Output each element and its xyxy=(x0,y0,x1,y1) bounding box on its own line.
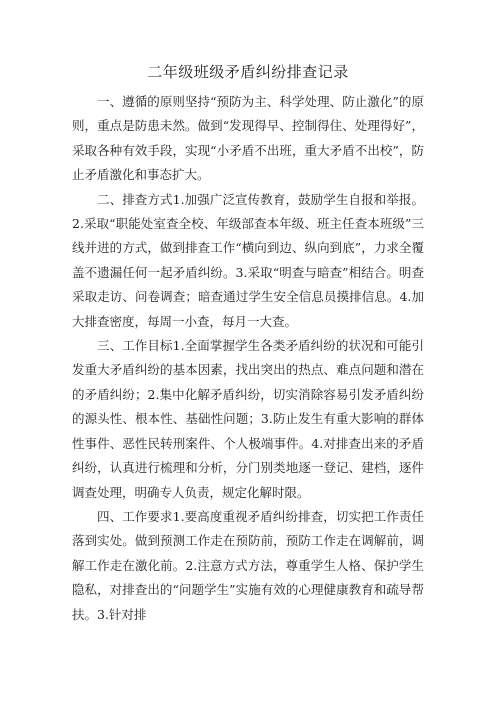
paragraph-requirements: 四、工作要求1.要高度重视矛盾纠纷排查，切实把工作责任落到实处。做到预测工作走在预防前，预防工作走在调解前，调解工作走在激化前。2.注意方式方法，尊重学生人格、保护学生隐私，对排查出的“问题学生”实施有效的心理健康教育和疏导帮扶。3.针对排 xyxy=(72,508,424,622)
paragraph-goals: 三、工作目标1.全面掌握学生各类矛盾纠纷的状况和可能引发重大矛盾纠纷的基本因素，找出突出的热点、难点问题和潜在的矛盾纠纷；2.集中化解矛盾纠纷，切实消除容易引发矛盾纠纷的源头性、根本性、基础性问题；3.防止发生有重大影响的群体性事件、恶性民转刑案件、个人极端事件。4.对排查出来的矛盾纠纷，认真进行梳理和分析，分门别类地逐一登记、建档，逐件调查处理，明确专人负责，规定化解时限。 xyxy=(72,338,424,500)
document-title: 二年级班级矛盾纠纷排查记录 xyxy=(147,63,349,81)
paragraph-methods: 二、排查方式1.加强广泛宣传教育，鼓励学生自报和举报。2.采取“职能处室查全校、年级部查本年级、班主任查本班级”三线并进的方式，做到排查工作“横向到边、纵向到底”，力求全覆盖不遗漏任何一起矛盾纠纷。3.采取“明查与暗查”相结合。明查采取走访、问卷调查；暗查通过学生安全信息员摸排信息。4.加大排查密度，每周一小查，每月一大查。 xyxy=(72,191,424,329)
paragraph-principles: 一、遵循的原则坚持“预防为主、科学处理、防止激化”的原则，重点是防患未然。做到“发现得早、控制得住、处理得好”，采取各种有效手段，实现“小矛盾不出班，重大矛盾不出校”，防止矛盾激化和事态扩大。 xyxy=(72,94,424,183)
document-body xyxy=(72,90,424,627)
